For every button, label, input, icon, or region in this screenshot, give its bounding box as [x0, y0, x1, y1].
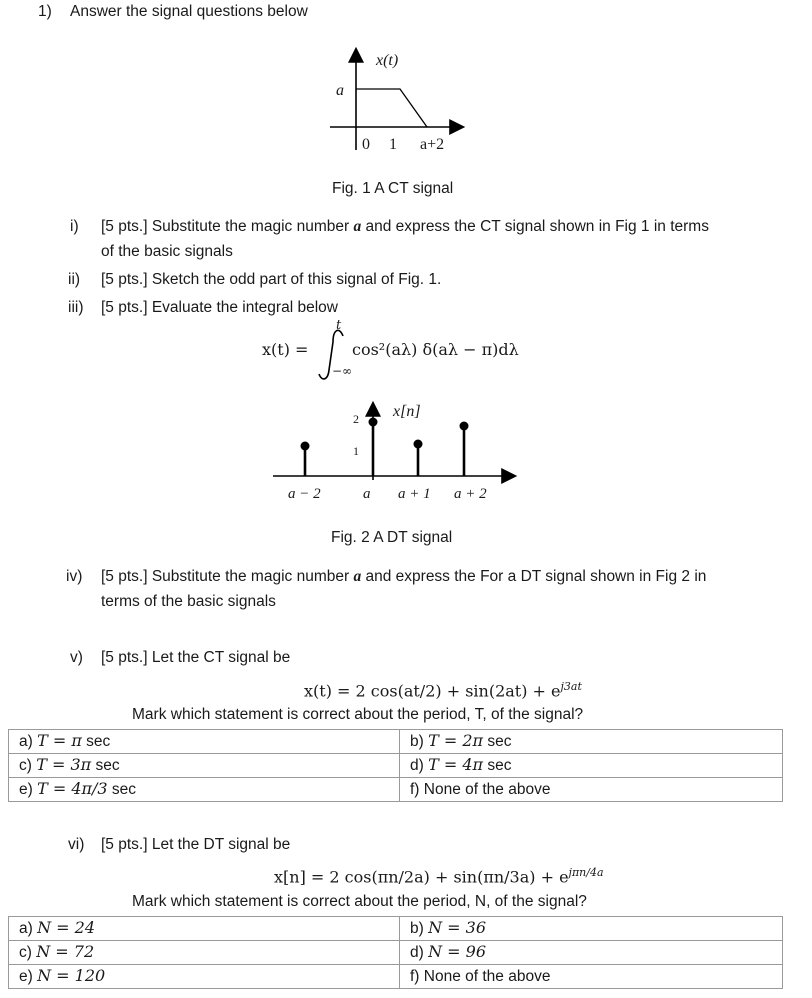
fig1-tick-1: 1 — [389, 136, 397, 153]
vi-options-table — [8, 916, 783, 989]
v-option-d[interactable]: d) T = 4π sec — [400, 754, 783, 778]
vi-option-a[interactable]: a) N = 24 — [9, 917, 400, 941]
v-equation: x(t) = 2 $\cos(at/2) + \sin(2at) + e^{j3at}$ — [304, 680, 582, 701]
v-prompt: Mark which statement is correct about the period, T, of the signal? — [132, 706, 584, 723]
vi-option-c[interactable]: c) N = 72 — [9, 941, 400, 965]
fig1-caption: Fig. 1 A CT signal — [332, 180, 454, 197]
fig1-a-label: a — [336, 82, 344, 99]
question-title: Answer the signal questions below — [70, 3, 308, 20]
item-i-text-line2: of the basic signals — [101, 243, 233, 260]
item-ii-text: [5 pts.] Sketch the odd part of this signal of Fig. 1. — [101, 271, 442, 288]
integral-lower: −∞ — [332, 364, 353, 378]
v-options-table — [8, 729, 783, 802]
fig2-ylabel: x[n] — [393, 403, 421, 420]
fig1-signal — [356, 89, 427, 127]
item-i-num: i) — [70, 218, 79, 235]
integral-lhs: x(t) = — [262, 340, 309, 359]
item-iv-text: [5 pts.] Substitute the magic number a and express the For a DT signal shown in Fig 2 in — [101, 568, 707, 585]
item-ii-num: ii) — [68, 271, 81, 288]
fig2-ytick-1: 1 — [353, 444, 359, 458]
v-option-f[interactable]: f) None of the above — [400, 778, 783, 802]
fig2-xtick-a: a — [363, 486, 371, 502]
fig2-xtick-a-plus-2: a + 2 — [454, 486, 487, 502]
item-iv-num: iv) — [66, 568, 83, 585]
v-option-e[interactable]: e) T = 4π/3 sec — [9, 778, 400, 802]
fig2-dot-a-minus-2 — [301, 442, 310, 451]
fig1-ylabel: x(t) — [376, 52, 399, 69]
vi-equation: x[n] = 2 $\cos(\pi n/2a) + \sin(\pi n/3a) + e^{j\pi n/4a}$ — [274, 866, 604, 887]
v-option-c[interactable]: c) T = 3π sec — [9, 754, 400, 778]
fig2-caption: Fig. 2 A DT signal — [331, 529, 453, 546]
item-iii-num: iii) — [68, 299, 84, 316]
fig2-ytick-2: 2 — [353, 412, 359, 426]
item-vi-text: [5 pts.] Let the DT signal be — [101, 836, 291, 853]
fig2-dot-a-plus-2 — [460, 422, 469, 431]
vi-option-f[interactable]: f) None of the above — [400, 965, 783, 989]
integral-integrand: cos²(aλ) δ(aλ − π)dλ — [352, 340, 519, 359]
vi-option-d[interactable]: d) N = 96 — [400, 941, 783, 965]
item-vi-num: vi) — [68, 836, 85, 853]
fig2-dot-a — [369, 418, 378, 427]
vi-prompt: Mark which statement is correct about the period, N, of the signal? — [132, 893, 587, 910]
item-iii-text: [5 pts.] Evaluate the integral below — [101, 299, 338, 316]
item-i-text: [5 pts.] Substitute the magic number a and express the CT signal shown in Fig 1 in terms — [101, 218, 709, 235]
fig1-tick-0: 0 — [362, 136, 370, 153]
item-v-num: v) — [70, 649, 83, 666]
item-v-text: [5 pts.] Let the CT signal be — [101, 649, 291, 666]
integral-upper: t — [336, 318, 342, 333]
vi-option-b[interactable]: b) N = 36 — [400, 917, 783, 941]
fig2-xtick-a-plus-1: a + 1 — [398, 486, 431, 502]
fig2-dot-a-plus-1 — [414, 440, 423, 449]
fig1-tick-a2: a+2 — [420, 136, 445, 153]
fig2-xtick-a-minus-2: a − 2 — [288, 486, 321, 502]
question-number: 1) — [38, 3, 52, 20]
v-option-b[interactable]: b) T = 2π sec — [400, 730, 783, 754]
item-iv-text-line2: terms of the basic signals — [101, 593, 276, 610]
vi-option-e[interactable]: e) N = 120 — [9, 965, 400, 989]
v-option-a[interactable]: a) T = π sec — [9, 730, 400, 754]
